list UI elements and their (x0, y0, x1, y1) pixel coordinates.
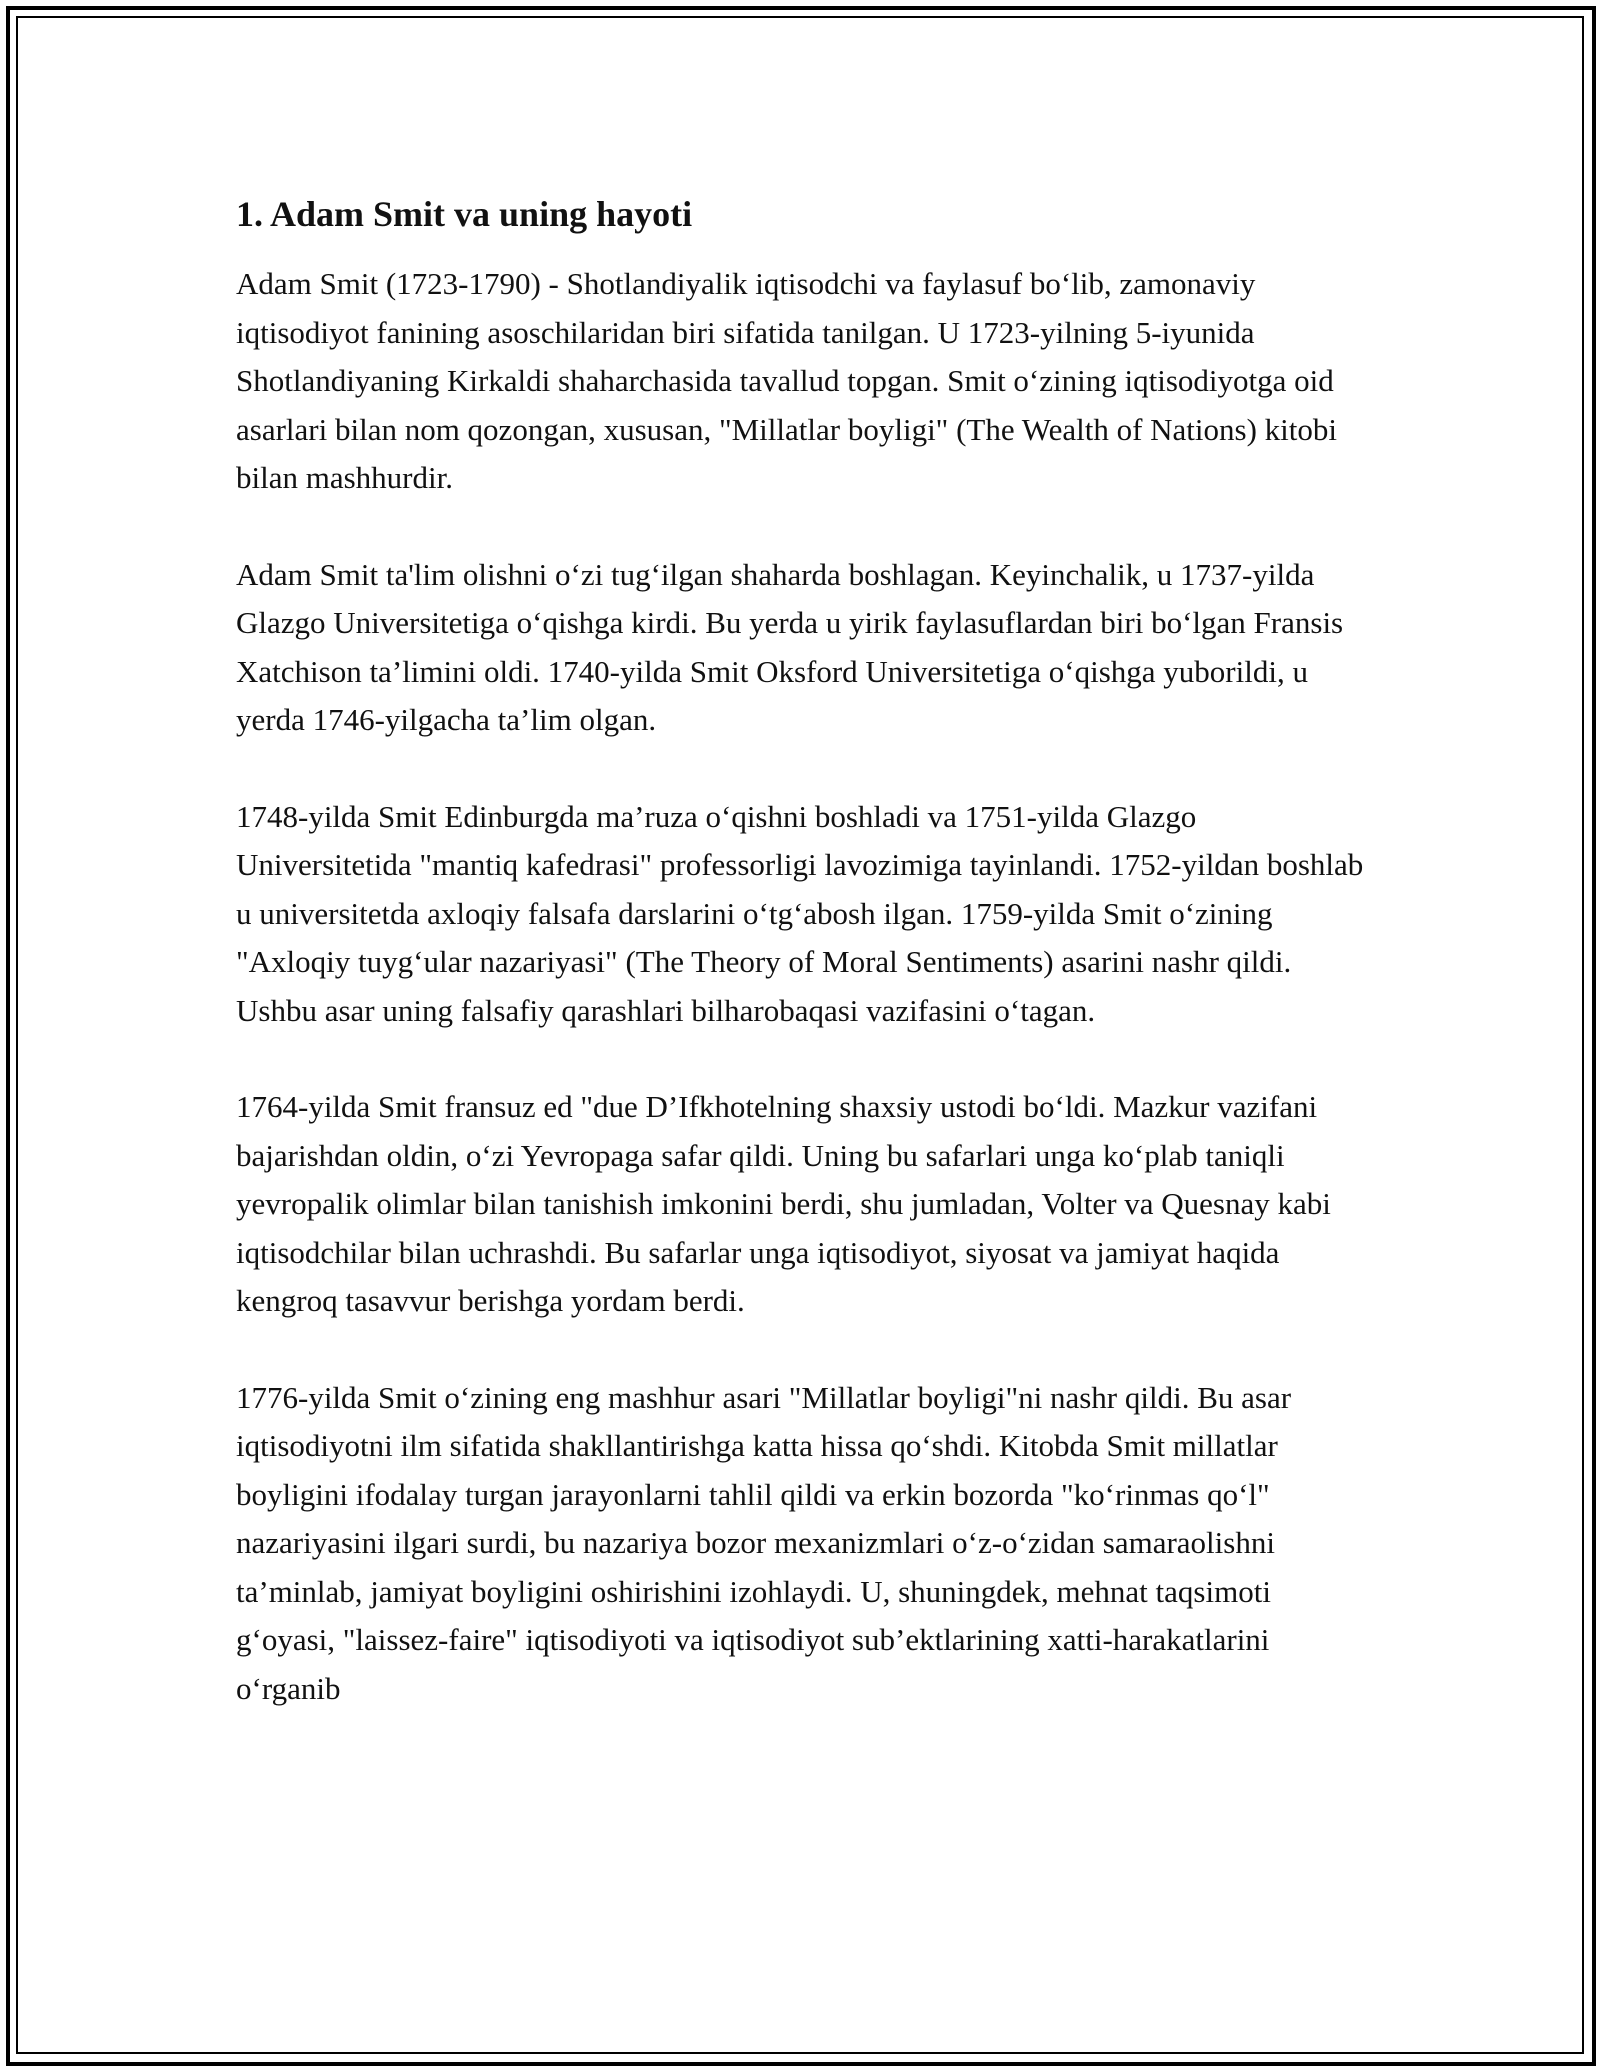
document-body (236, 190, 1366, 1761)
paragraph-3: 1748-yilda Smit Edinburgda ma’ruza o‘qishni boshladi va 1751-yilda Glazgo Universitetida "mantiq kafedrasi" professorligi lavozimiga tayinlandi. 1752-yildan boshlab u universitetda axloqiy falsafa darslarini o‘tg‘abosh ilgan. 1759-yilda Smit o‘zining "Axloqiy tuyg‘ular nazariyasi" (The Theory of Moral Sentiments) asarini nashr qildi. Ushbu asar uning falsafiy qarashlari bilharobaqasi vazifasini o‘tagan. (236, 798, 1364, 1028)
paragraph-1: Adam Smit (1723-1790) - Shotlandiyalik iqtisodchi va faylasuf bo‘lib, zamonaviy iqtisodiyot fanining asoschilaridan biri sifatida tanilgan. U 1723-yilning 5-iyunida Shotlandiyaning Kirkaldi shaharchasida tavallud topgan. Smit o‘zining iqtisodiyotga oid asarlari bilan nom qozongan, xususan, "Millatlar boyligi" (The Wealth of Nations) kitobi bilan mashhurdir. (236, 266, 1337, 495)
paragraph-5: 1776-yilda Smit o‘zining eng mashhur asari "Millatlar boyligi"ni nashr qildi. Bu asar iqtisodiyotni ilm sifatida shakllantirishga katta hissa qo‘shdi. Kitobda Smit millatlar boyligini ifodalay turgan jarayonlarni tahlil qildi va erkin bozorda "ko‘rinmas qo‘l" nazariyasini ilgari surdi, bu nazariya bozor mexanizmlari o‘z-o‘zidan samaraolishni ta’minlab, jamiyat boyligini oshirishini izohlaydi. U, shuningdek, mehnat taqsimoti g‘oyasi, "laissez-faire" iqtisodiyoti va iqtisodiyot sub’ektlarining xatti-harakatlarini o‘rganib (236, 1379, 1292, 1706)
paragraph-4: 1764-yilda Smit fransuz ed "due D’Ifkhotelning shaxsiy ustodi bo‘ldi. Mazkur vazifani bajarishdan oldin, o‘zi Yevropaga safar qildi. Uning bu safarlari unga ko‘plab taniqli yevropalik olimlar bilan tanishish imkonini berdi, shu jumladan, Volter va Quesnay kabi iqtisodchilar bilan uchrashdi. Bu safarlar unga iqtisodiyot, siyosat va jamiyat haqida kengroq tasavvur berishga yordam berdi. (236, 1089, 1331, 1318)
section-heading: 1. Adam Smit va uning hayoti (236, 194, 693, 234)
paragraph-2: Adam Smit ta'lim olishni o‘zi tug‘ilgan shaharda boshlagan. Keyinchalik, u 1737-yilda Glazgo Universitetiga o‘qishga kirdi. Bu yerda u yirik faylasuflardan biri bo‘lgan Fransis Xatchison ta’limini oldi. 1740-yilda Smit Oksford Universitetiga o‘qishga yuborildi, u yerda 1746-yilgacha ta’lim olgan. (236, 556, 1344, 737)
